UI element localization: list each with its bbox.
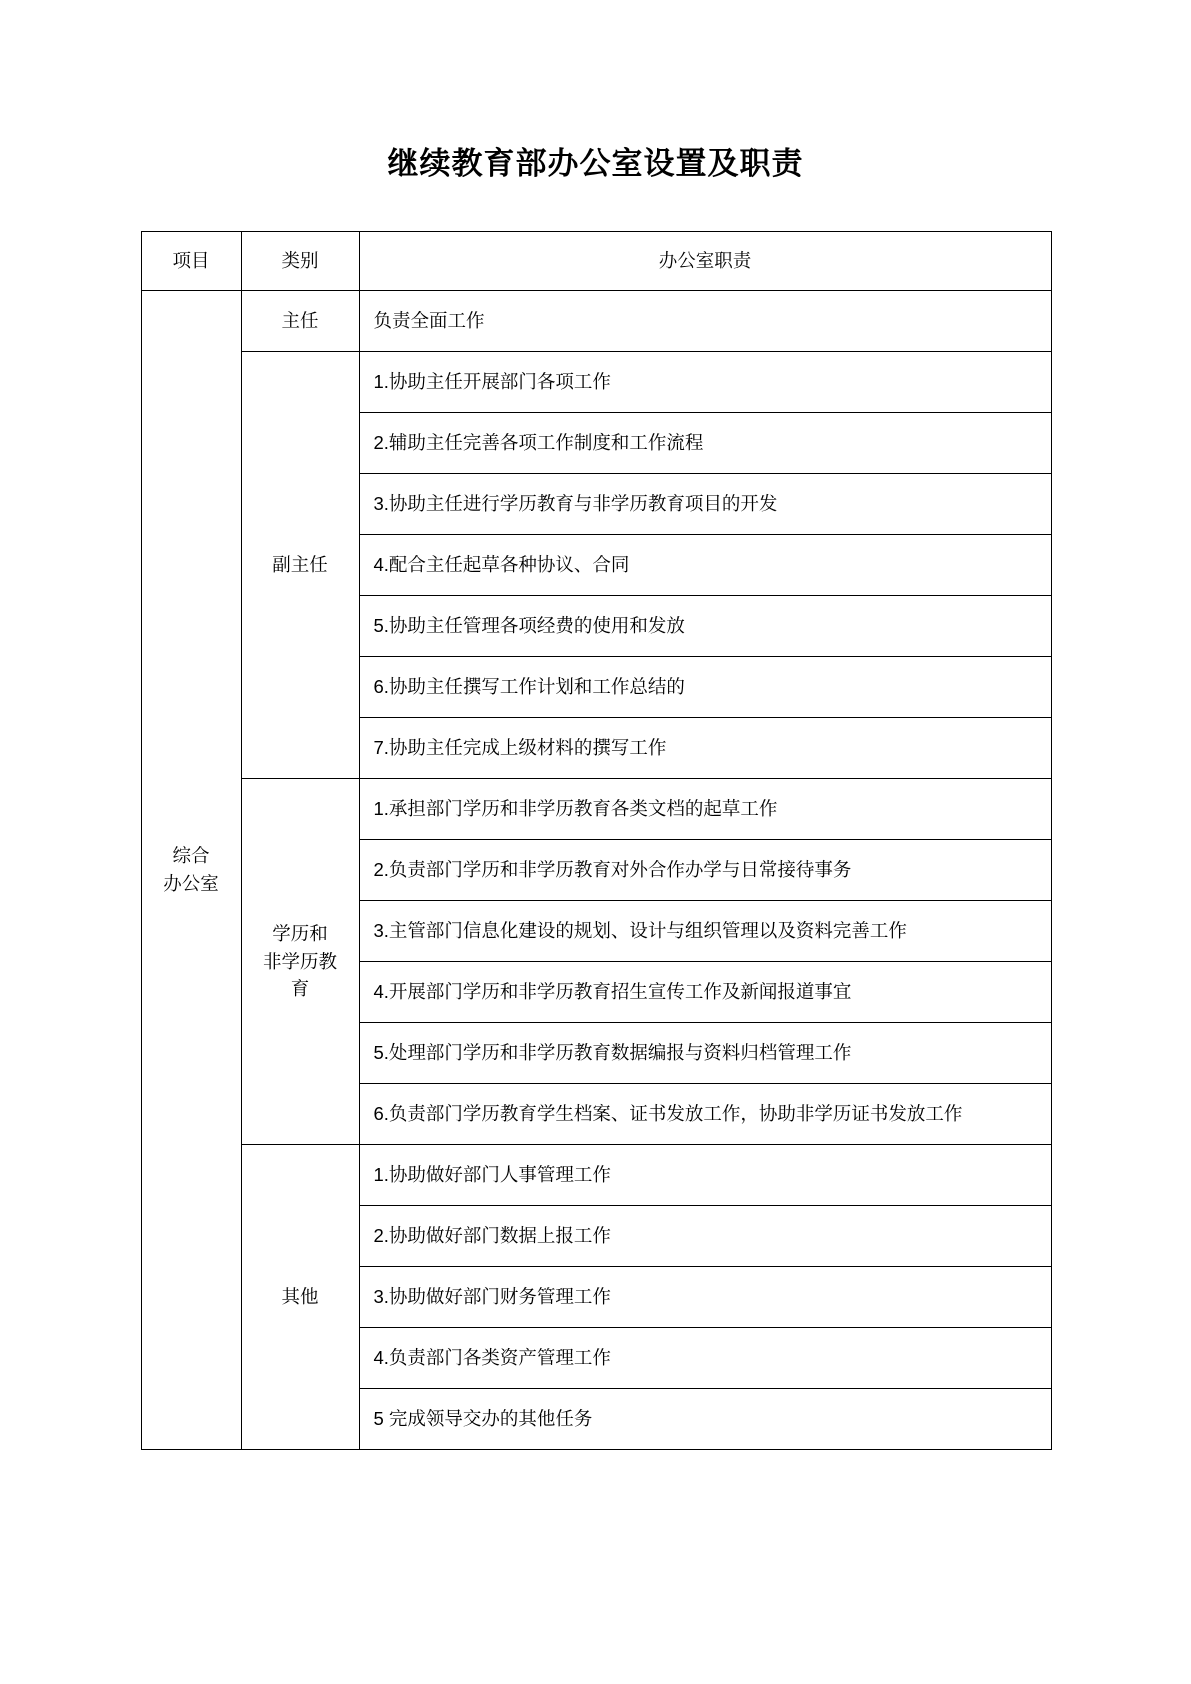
table-row [141,1145,1051,1206]
column-header-category: 类别 [241,232,359,291]
duty-cell: 2.协助做好部门数据上报工作 [359,1206,1051,1267]
duty-cell: 7.协助主任完成上级材料的撰写工作 [359,718,1051,779]
duty-cell: 1.协助做好部门人事管理工作 [359,1145,1051,1206]
duty-cell: 4.负责部门各类资产管理工作 [359,1328,1051,1389]
duty-cell: 4.配合主任起草各种协议、合同 [359,535,1051,596]
table-row [141,352,1051,413]
table-header-row [141,232,1051,291]
duty-cell: 3.协助做好部门财务管理工作 [359,1267,1051,1328]
category-cell-other: 其他 [241,1145,359,1450]
category-cell-deputy-director: 副主任 [241,352,359,779]
duty-cell: 2.负责部门学历和非学历教育对外合作办学与日常接待事务 [359,840,1051,901]
duty-cell: 2.辅助主任完善各项工作制度和工作流程 [359,413,1051,474]
category-cell-director: 主任 [241,291,359,352]
category-label-line-1: 学历和 [272,922,328,944]
page-title: 继续教育部办公室设置及职责 [387,146,804,181]
duty-cell: 1.承担部门学历和非学历教育各类文档的起草工作 [359,779,1051,840]
duty-cell: 3.主管部门信息化建设的规划、设计与组织管理以及资料完善工作 [359,901,1051,962]
responsibilities-table [141,231,1052,1450]
table-row [141,291,1051,352]
category-label-line-2: 非学历教育 [262,950,337,1000]
responsibilities-table-container [141,183,1051,1450]
table-row [141,779,1051,840]
category-cell-degree-nondegree [241,779,359,1145]
project-label-cell [141,291,241,1450]
project-label-line-1: 综合 [172,845,210,867]
column-header-project: 项目 [141,232,241,291]
duty-cell: 1.协助主任开展部门各项工作 [359,352,1051,413]
duty-cell: 5 完成领导交办的其他任务 [359,1389,1051,1450]
duty-cell: 4.开展部门学历和非学历教育招生宣传工作及新闻报道事宜 [359,962,1051,1023]
duty-cell: 5.处理部门学历和非学历教育数据编报与资料归档管理工作 [359,1023,1051,1084]
project-label-line-2: 办公室 [163,873,219,894]
duty-cell: 负责全面工作 [359,291,1051,352]
duty-cell: 3.协助主任进行学历教育与非学历教育项目的开发 [359,474,1051,535]
column-header-duties: 办公室职责 [359,232,1051,291]
duty-cell: 5.协助主任管理各项经费的使用和发放 [359,596,1051,657]
duty-cell: 6.协助主任撰写工作计划和工作总结的 [359,657,1051,718]
duty-cell: 6.负责部门学历教育学生档案、证书发放工作，协助非学历证书发放工作 [359,1084,1051,1145]
